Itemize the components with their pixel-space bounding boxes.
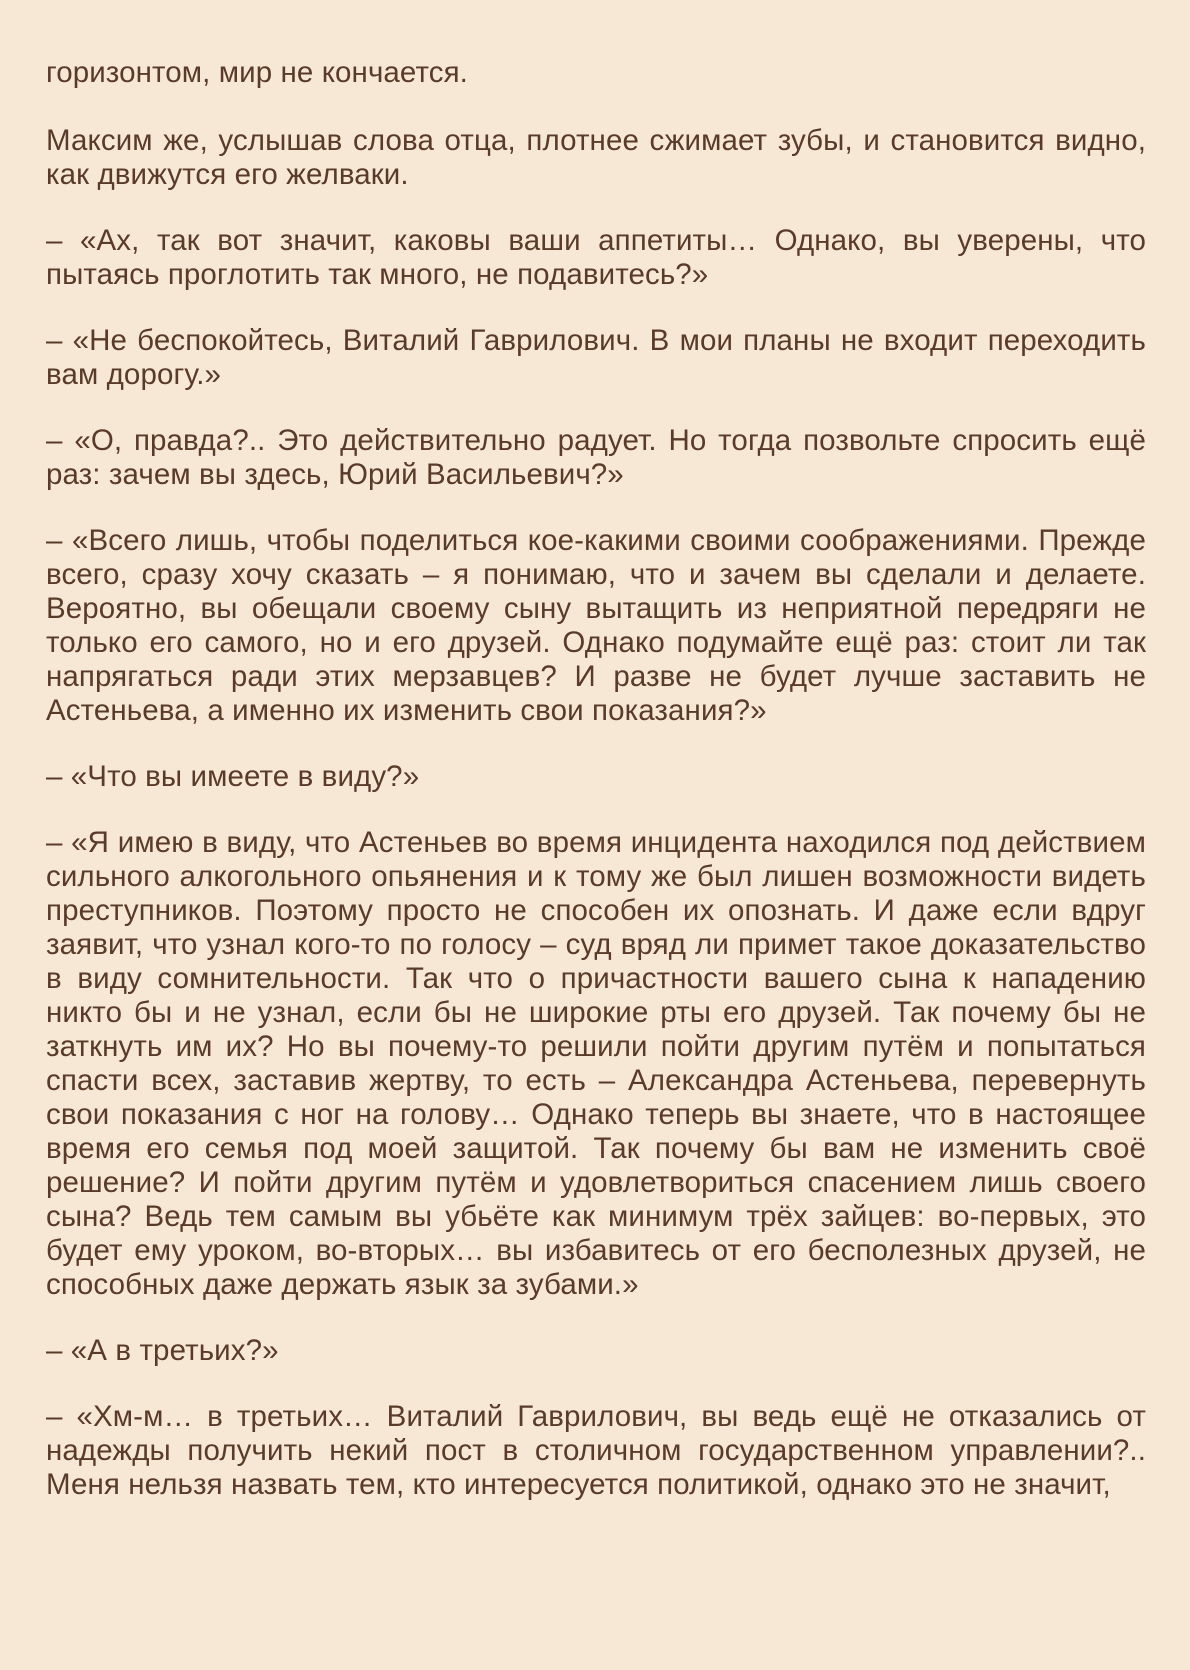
paragraph: – «Ах, так вот значит, каковы ваши аппетиты… Однако, вы уверены, что пытаясь проглотить так много, не подавитесь?»	[46, 224, 1146, 291]
paragraph: – «Не беспокойтесь, Виталий Гаврилович. В мои планы не входит переходить вам дорогу.»	[46, 324, 1146, 391]
paragraph: горизонтом, мир не кончается.	[46, 56, 468, 89]
paragraph: – «О, правда?.. Это действительно радует. Но тогда позвольте спросить ещё раз: зачем вы здесь, Юрий Васильевич?»	[46, 424, 1146, 491]
paragraph: – «Всего лишь, чтобы поделиться кое-какими своими соображениями. Прежде всего, сразу хочу сказать – я понимаю, что и зачем вы сделали и делаете. Вероятно, вы обещали своему сыну вытащить из неприятной передряги не только его самого, но и его друзей. Однако подумайте ещё раз: стоит ли так напрягаться ради этих мерзавцев? И разве не будет лучше заставить не Астеньева, а именно их изменить свои показания?»	[46, 524, 1146, 727]
paragraph: – «А в третьих?»	[46, 1334, 279, 1367]
paragraph: – «Я имею в виду, что Астеньев во время инцидента находился под действием сильного алкогольного опьянения и к тому же был лишен возможности видеть преступников. Поэтому просто не способен их опознать. И даже если вдруг заявит, что узнал кого-то по голосу – суд вряд ли примет такое доказательство в виду сомнительности. Так что о причастности вашего сына к нападению никто бы и не узнал, если бы не широкие рты его друзей. Так почему бы не заткнуть им их? Но вы почему-то решили пойти другим путём и попытаться спасти всех, заставив жертву, то есть – Александра Астеньева, перевернуть свои показания с ног на голову… Однако теперь вы знаете, что в настоящее время его семья под моей защитой. Так почему бы вам не изменить своё решение? И пойти другим путём и удовлетвориться спасением лишь своего сына? Ведь тем самым вы убьёте как минимум трёх зайцев: во-первых, это будет ему уроком, во-вторых… вы избавитесь от его бесполезных друзей, не способных даже держать язык за зубами.»	[46, 826, 1146, 1301]
paragraph: – «Что вы имеете в виду?»	[46, 760, 420, 793]
paragraph: – «Хм-м… в третьих… Виталий Гаврилович, вы ведь ещё не отказались от надежды получить некий пост в столичном государственном управлении?.. Меня нельзя назвать тем, кто интересуется политикой, однако это не значит,	[46, 1400, 1146, 1501]
paragraph: Максим же, услышав слова отца, плотнее сжимает зубы, и становится видно, как движутся его желваки.	[46, 124, 1146, 191]
